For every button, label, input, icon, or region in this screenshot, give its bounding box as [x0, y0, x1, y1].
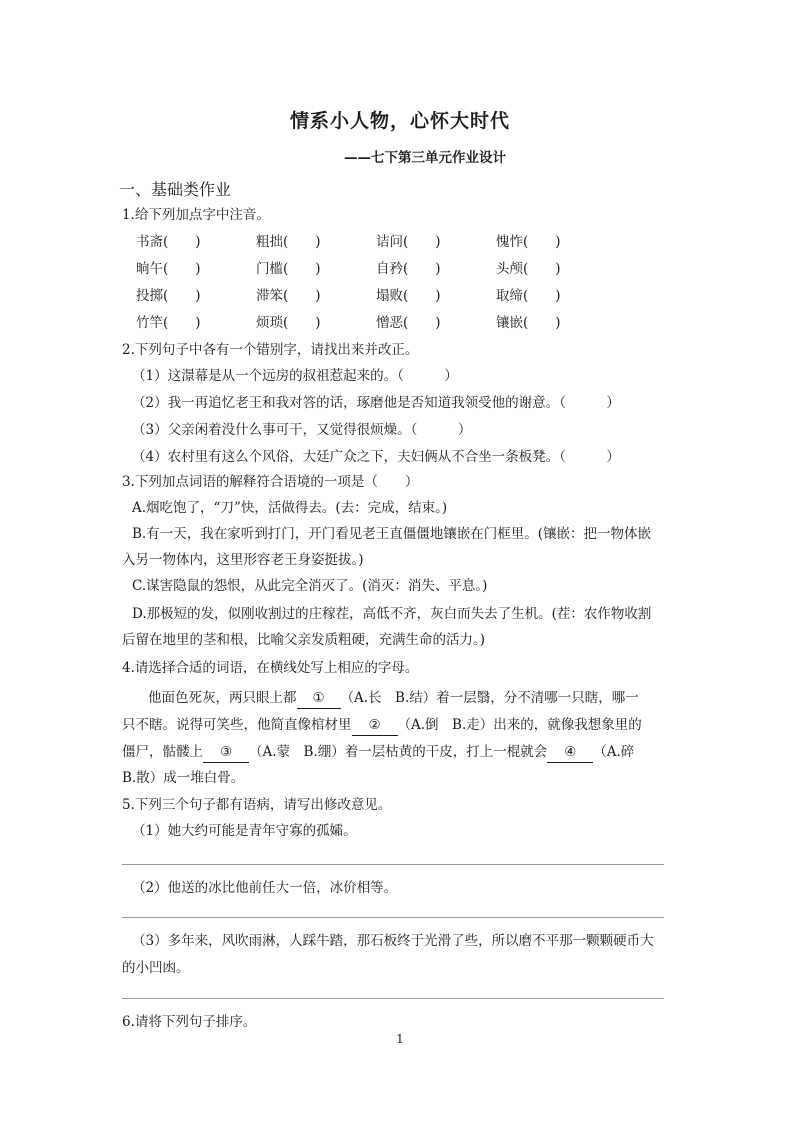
- passage-line-2: [122, 715, 642, 736]
- question-5-prompt: 5.下列三个句子都有语病，请写出修改意见。: [122, 797, 392, 813]
- pinyin-item: [256, 259, 321, 279]
- word: 取缔: [496, 288, 523, 304]
- answer-paren: ( ): [283, 261, 321, 277]
- question-2-item: （4）农村里有这么个风俗，大廷广众之下，夫妇俩从不合坐一条板凳。（ ）: [132, 449, 620, 465]
- passage-line-4: B.散）成一堆白骨。: [122, 770, 245, 786]
- pinyin-item: [256, 232, 321, 252]
- passage-text: （A.碎: [593, 744, 635, 760]
- pinyin-item: [136, 313, 201, 333]
- answer-paren: ( ): [163, 315, 201, 331]
- answer-paren: ( ): [523, 315, 561, 331]
- answer-paren: ( ): [403, 288, 441, 304]
- word: 烦琐: [256, 315, 283, 331]
- answer-paren: ( ): [283, 315, 321, 331]
- word: 愧怍: [496, 234, 523, 250]
- passage-text: （A.倒 B.走）出来的，就像我想象里的: [397, 717, 642, 733]
- pinyin-item: [496, 259, 561, 279]
- page-subtitle: ——七下第三单元作业设计: [344, 150, 506, 166]
- answer-paren: ( ): [163, 261, 201, 277]
- word: 诘问: [376, 234, 403, 250]
- word: 镶嵌: [496, 315, 523, 331]
- sentence-2: （2）他送的冰比他前任大一倍，冰价相等。: [132, 880, 398, 896]
- question-2-item: （2）我一再追忆老王和我对答的话，琢磨他是否知道我领受他的谢意。（ ）: [132, 395, 620, 411]
- passage-line-1: [148, 688, 639, 709]
- sentence-3-line-2: 的小凹凼。: [122, 960, 190, 976]
- question-6-prompt: 6.请将下列句子排序。: [122, 1014, 257, 1030]
- option-d-line-2: 后留在地里的茎和根，比喻父亲发质粗硬，充满生命的活力。): [122, 632, 486, 648]
- answer-paren: ( ): [523, 261, 561, 277]
- word: 晌午: [136, 261, 163, 277]
- option-b-line-1: B.有一天，我在家听到打门，开门看见老王直僵僵地镶嵌在门框里。(镶嵌：把一物体嵌: [132, 526, 651, 542]
- question-2-prompt: 2.下列句子中各有一个错别字，请找出来并改正。: [122, 342, 419, 358]
- answer-paren: ( ): [163, 288, 201, 304]
- fill-blank-2[interactable]: ②: [352, 715, 398, 736]
- passage-text: 僵尸，骷髅上: [122, 744, 203, 760]
- page-title: 情系小人物，心怀大时代: [289, 110, 510, 132]
- answer-paren: ( ): [283, 234, 321, 250]
- word: 自矜: [376, 261, 403, 277]
- answer-line[interactable]: [122, 917, 664, 918]
- answer-line[interactable]: [122, 998, 664, 999]
- word: 头颅: [496, 261, 523, 277]
- option-c: C.谋害隐鼠的怨恨，从此完全消灭了。(消灭：消失、平息。): [132, 578, 488, 594]
- pinyin-item: [256, 286, 321, 306]
- answer-paren: ( ): [523, 288, 561, 304]
- question-2-item: （1）这澋幕是从一个远房的叔祖惹起来的。（ ）: [132, 368, 458, 384]
- section-heading: 一、基础类作业: [119, 180, 232, 199]
- question-3-prompt: 3.下列加点词语的解释符合语境的一项是（ ）: [122, 474, 419, 490]
- pinyin-item: [256, 313, 321, 333]
- word: 投掷: [136, 288, 163, 304]
- page-number: 1: [396, 1032, 404, 1046]
- option-a: A.烟吃饱了，“刀”快，活做得去。(去：完成，结束。): [132, 500, 448, 516]
- passage-text: 只不瞎。说得可笑些，他简直像棺材里: [122, 717, 352, 733]
- passage-text: （A.长 B.结）着一层翳，分不清哪一只瞎，哪一: [340, 690, 639, 706]
- sentence-1: （1）她大约可能是青年守寡的孤孀。: [132, 823, 357, 839]
- word: 塌败: [376, 288, 403, 304]
- option-d-line-1: D.那极短的发，似刚收割过的庄稼茬，高低不齐，灰白而失去了生机。(茬：农作物收割: [132, 606, 652, 622]
- answer-paren: ( ): [523, 234, 561, 250]
- answer-paren: ( ): [283, 288, 321, 304]
- option-b-line-2: 入另一物体内，这里形容老王身姿挺拔。): [122, 552, 364, 568]
- pinyin-item: [376, 259, 441, 279]
- word: 门槛: [256, 261, 283, 277]
- fill-blank-4[interactable]: ④: [547, 742, 593, 763]
- fill-blank-1[interactable]: ①: [297, 688, 341, 709]
- word: 书斋: [136, 234, 163, 250]
- question-4-prompt: 4.请选择合适的词语，在横线处写上相应的字母。: [122, 660, 419, 676]
- question-2-item: （3）父亲闲着没什么事可干，又觉得很烦燥。（ ）: [132, 422, 472, 438]
- passage-line-3: [122, 742, 634, 763]
- passage-text: 他面色死灰，两只眼上都: [148, 690, 297, 706]
- pinyin-item: [496, 286, 561, 306]
- pinyin-item: [136, 259, 201, 279]
- sentence-3-line-1: （3）多年来，风吹雨淋，人踩牛踏，那石板终于光滑了些，所以磨不平那一颗颗硬币大: [132, 933, 654, 949]
- word: 憎恶: [376, 315, 403, 331]
- pinyin-item: [496, 313, 561, 333]
- pinyin-item: [136, 232, 201, 252]
- pinyin-item: [376, 286, 441, 306]
- answer-paren: ( ): [403, 315, 441, 331]
- answer-paren: ( ): [403, 234, 441, 250]
- pinyin-item: [376, 313, 441, 333]
- passage-text: （A.蒙 B.绷）着一层枯黄的干皮，打上一棍就会: [249, 744, 548, 760]
- question-1-prompt: 1.给下列加点字中注音。: [122, 207, 270, 223]
- word: 粗拙: [256, 234, 283, 250]
- answer-paren: ( ): [163, 234, 201, 250]
- answer-paren: ( ): [403, 261, 441, 277]
- word: 竹竿: [136, 315, 163, 331]
- answer-line[interactable]: [122, 864, 664, 865]
- pinyin-item: [136, 286, 201, 306]
- pinyin-item: [376, 232, 441, 252]
- pinyin-item: [496, 232, 561, 252]
- fill-blank-3[interactable]: ③: [203, 742, 249, 763]
- word: 滞笨: [256, 288, 283, 304]
